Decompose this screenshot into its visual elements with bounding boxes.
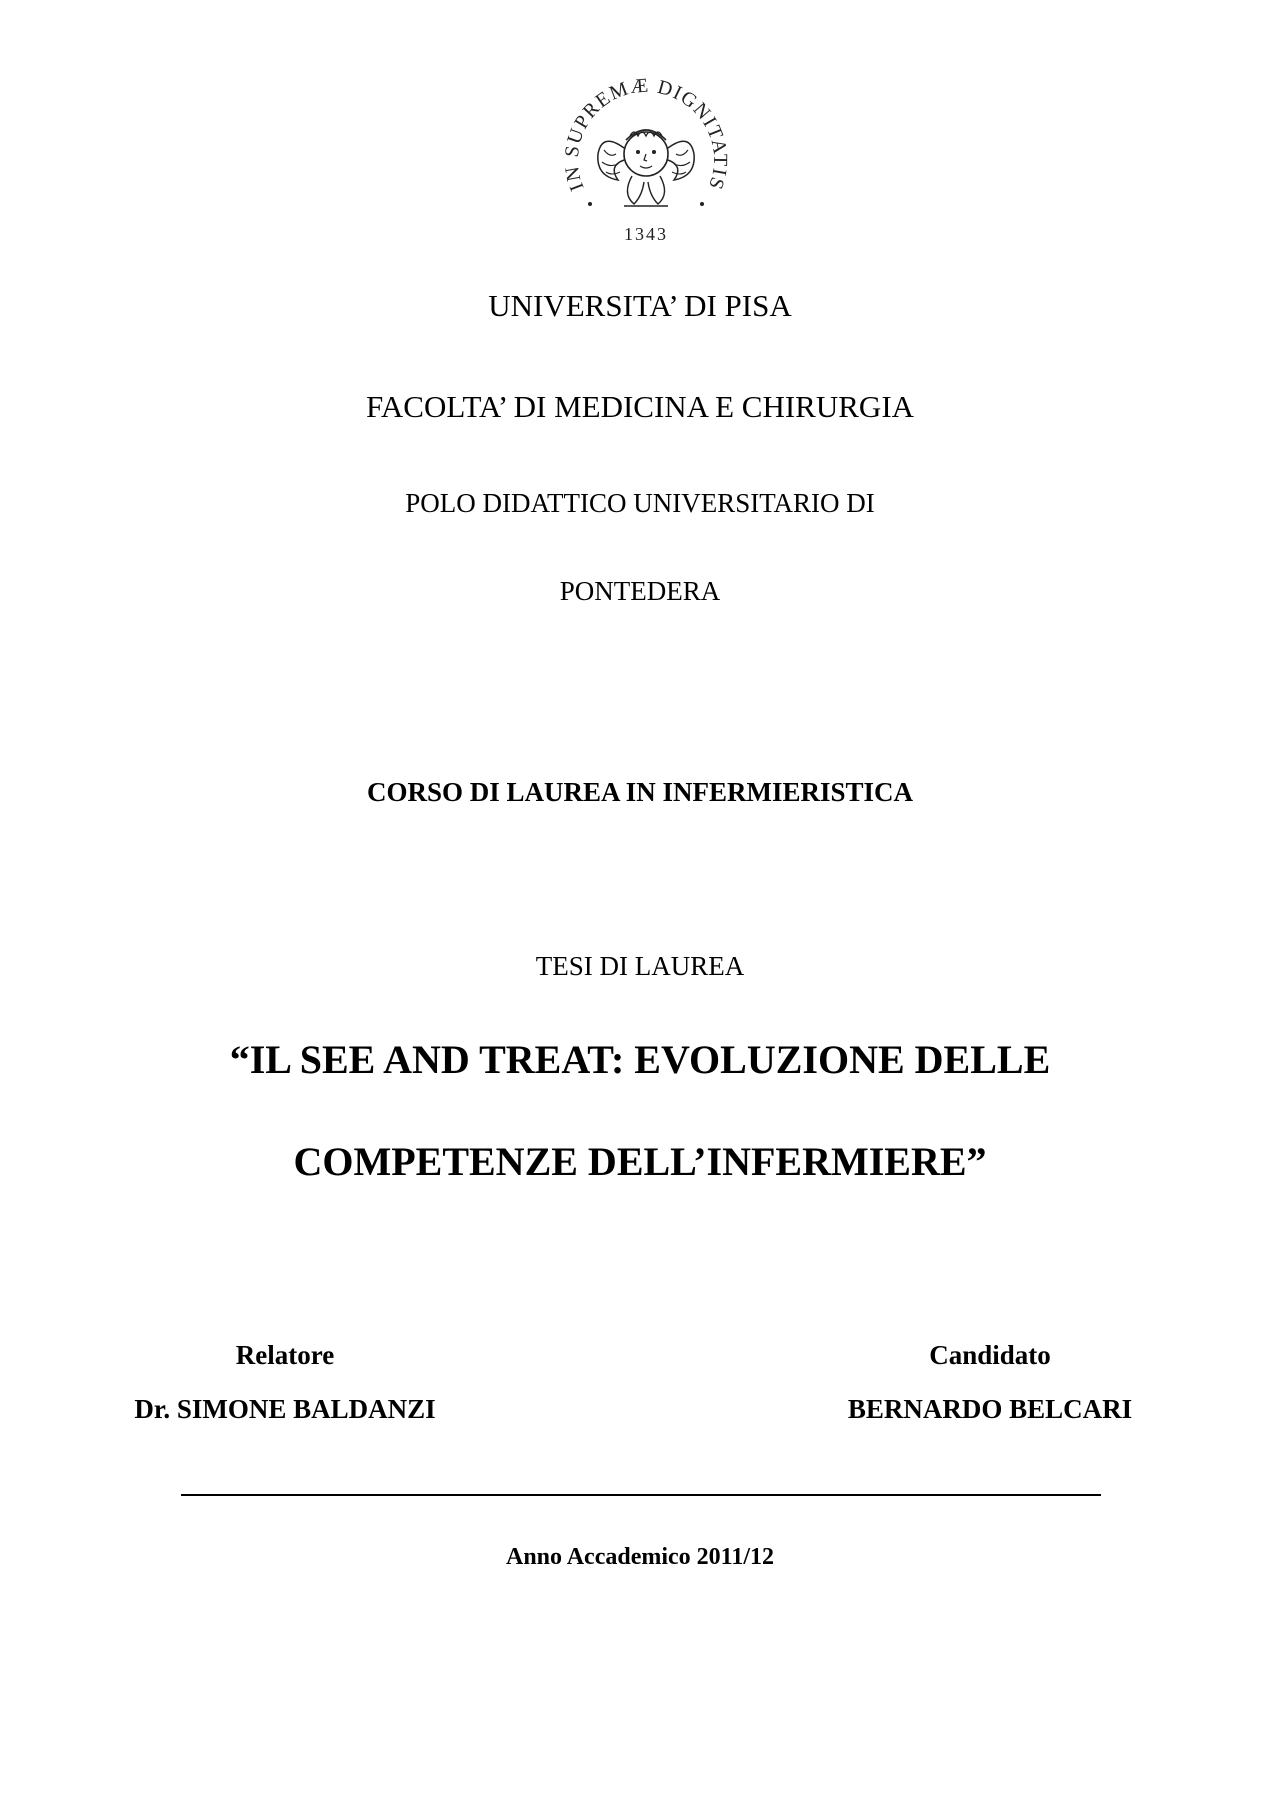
seal-motto: IN SUPREMÆ DIGNITATIS <box>560 74 732 194</box>
thesis-title-line-2: COMPETENZE DELL’INFERMIERE” <box>293 1139 987 1184</box>
candidate-name: BERNARDO BELCARI <box>847 1394 1133 1424</box>
polo-line-2: PONTEDERA <box>559 576 721 606</box>
supervisor-label: Relatore <box>235 1340 335 1370</box>
course-name: CORSO DI LAUREA IN INFERMIERISTICA <box>366 777 914 807</box>
thesis-title-line-1: “IL SEE AND TREAT: EVOLUZIONE DELLE <box>229 1037 1051 1082</box>
polo-line-1: POLO DIDATTICO UNIVERSITARIO DI <box>405 488 875 518</box>
horizontal-divider <box>181 1494 1101 1496</box>
university-name: UNIVERSITA’ DI PISA <box>488 288 792 323</box>
supervisor-name: Dr. SIMONE BALDANZI <box>134 1394 436 1424</box>
seal-year: 1343 <box>624 224 668 244</box>
faculty-name: FACOLTA’ DI MEDICINA E CHIRURGIA <box>365 389 915 424</box>
university-seal <box>546 54 746 254</box>
academic-year: Anno Accademico 2011/12 <box>506 1544 774 1570</box>
candidate-label: Candidato <box>929 1340 1051 1370</box>
thesis-label: TESI DI LAUREA <box>535 951 745 981</box>
